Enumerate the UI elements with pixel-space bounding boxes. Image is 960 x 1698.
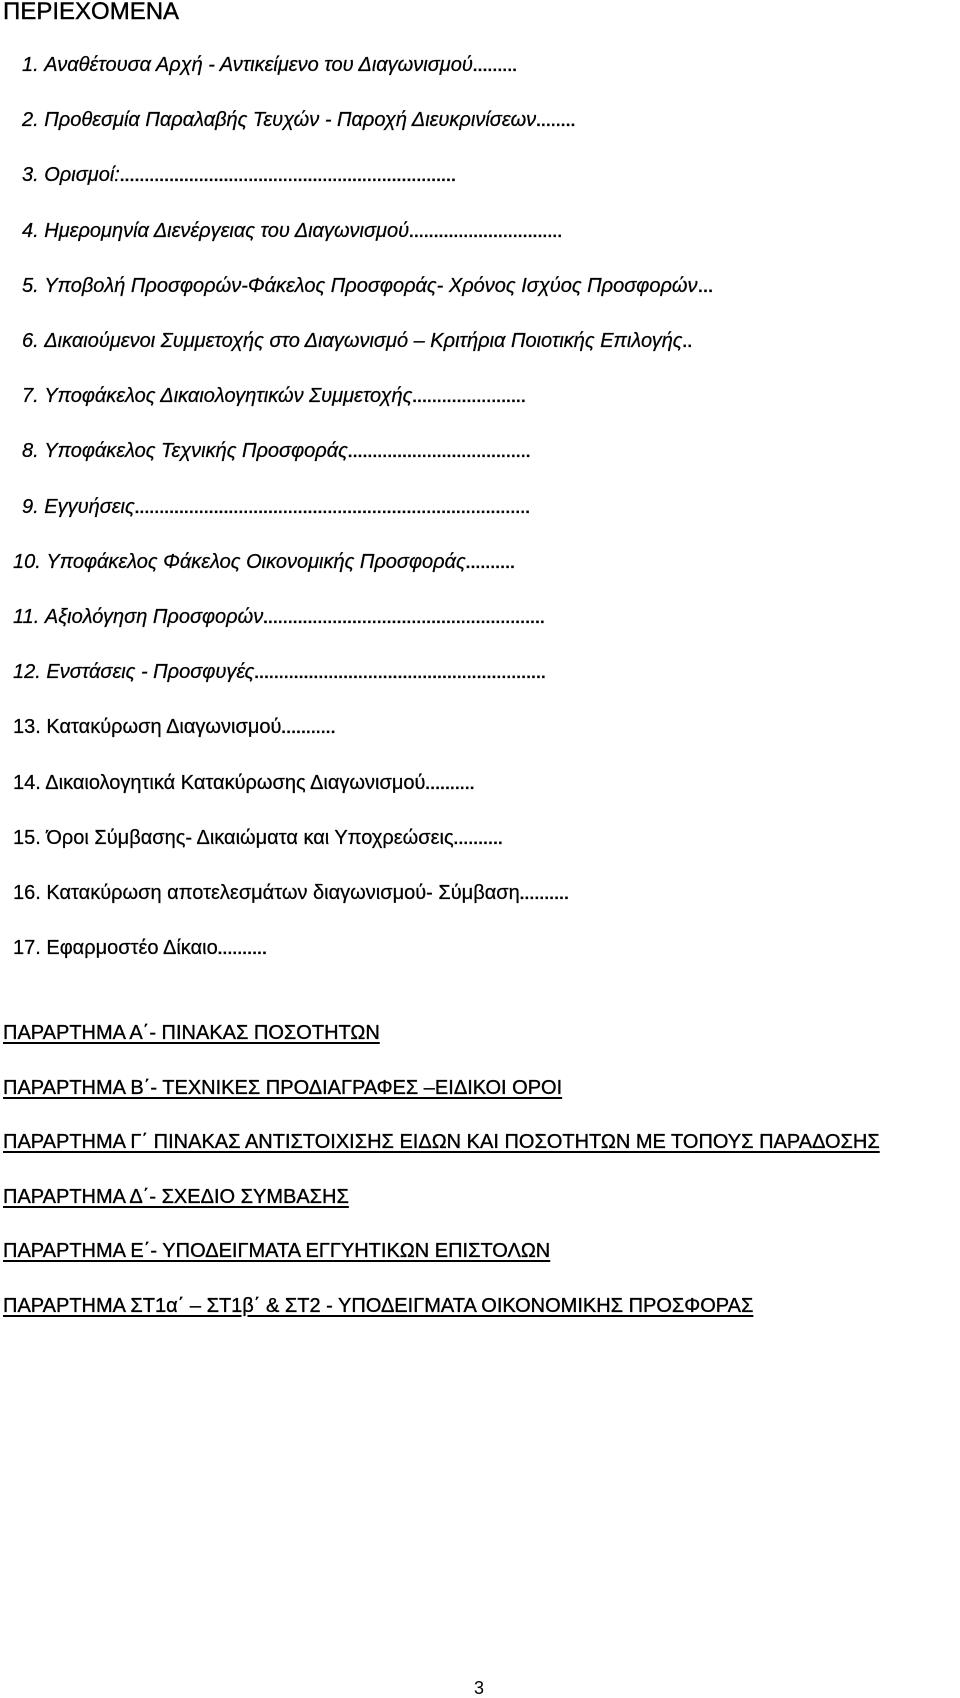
toc-leader-dots: ..................................... [347, 444, 531, 462]
annex-heading[interactable]: ΠΑΡΑΡΤΗΜΑ Δ΄- ΣΧΕΔΙΟ ΣΥΜΒΑΣΗΣ [3, 1185, 349, 1208]
toc-number: 17. [13, 937, 41, 960]
toc-number: 6. [22, 330, 39, 352]
toc-leader-dots: ....................... [412, 389, 527, 407]
toc-number: 8. [22, 440, 39, 463]
toc-number: 12. [13, 661, 41, 684]
toc-label: Αξιολόγηση Προσφορών [44, 606, 264, 628]
toc-item[interactable] [13, 826, 503, 852]
toc-number: 10. [13, 550, 41, 573]
toc-leader-dots: .. [682, 334, 693, 351]
toc-item[interactable] [22, 53, 517, 79]
toc-leader-dots: … [697, 278, 714, 296]
toc-leader-dots: ........ [536, 113, 576, 131]
toc-item[interactable] [13, 881, 569, 907]
toc-label: Ορισμοί: [44, 164, 120, 187]
annex-heading[interactable]: ΠΑΡΑΡΤΗΜΑ Ε΄- ΥΠΟΔΕΙΓΜΑΤΑ ΕΓΓΥΗΤΙΚΩΝ ΕΠΙΣΤΟΛΩΝ [3, 1240, 551, 1263]
page-number: 3 [474, 1678, 485, 1698]
toc-item[interactable] [13, 660, 546, 686]
toc-label: Δικαιούμενοι Συμμετοχής στο Διαγωνισμό – Κριτήρια Ποιοτικής Επιλογής [44, 330, 683, 352]
toc-item[interactable] [22, 384, 526, 410]
toc-leader-dots: .......... [465, 554, 516, 572]
toc-label: Αναθέτουσα Αρχή - Αντικείμενο του Διαγωνισμού [44, 54, 473, 76]
toc-number: 4. [22, 219, 39, 242]
toc-item[interactable] [22, 219, 562, 245]
toc-item[interactable] [13, 550, 515, 576]
annex-heading[interactable]: ΠΑΡΑΡΤΗΜΑ Γ΄ ΠΙΝΑΚΑΣ ΑΝΤΙΣΤΟΙΧΙΣΗΣ ΕΙΔΩΝ ΚΑΙ ΠΟΣΟΤΗΤΩΝ ΜΕ ΤΟΠΟΥΣ ΠΑΡΑΔΟΣΗΣ [3, 1131, 880, 1154]
toc-leader-dots: .................................................................... [119, 168, 457, 186]
toc-item[interactable] [13, 936, 267, 962]
toc-number: 7. [22, 385, 39, 408]
page-title: ΠΕΡΙΕΧΟΜΕΝΑ [3, 0, 180, 25]
toc-leader-dots: ......... [472, 58, 518, 75]
annex-heading[interactable]: ΠΑΡΑΡΤΗΜΑ Α΄- ΠΙΝΑΚΑΣ ΠΟΣΟΤΗΤΩΝ [3, 1022, 380, 1044]
toc-number: 5. [22, 274, 39, 297]
toc-number: 9. [22, 495, 39, 518]
toc-number: 2. [22, 109, 39, 132]
toc-leader-dots: ........................................................... [254, 665, 547, 683]
toc-item[interactable] [22, 329, 692, 355]
toc-number: 15. [13, 826, 41, 849]
toc-item[interactable] [13, 771, 475, 797]
annex-heading[interactable]: ΠΑΡΑΡΤΗΜΑ Β΄- ΤΕΧΝΙΚΕΣ ΠΡΟΔΙΑΓΡΑΦΕΣ –ΕΙΔΙΚΟΙ ΟΡΟΙ [3, 1076, 563, 1099]
toc-label: Ενστάσεις - Προσφυγές [46, 661, 255, 684]
toc-item[interactable] [22, 163, 456, 189]
toc-number: 3. [22, 164, 39, 187]
toc-label: Προθεσμία Παραλαβής Τευχών - Παροχή Διευκρινίσεων [44, 109, 537, 132]
toc-label: Δικαιολογητικά Κατακύρωσης Διαγωνισμού [45, 771, 426, 794]
toc-label: Υποφάκελος Δικαιολογητικών Συμμετοχής [44, 385, 413, 408]
toc-number: 11. [13, 606, 40, 628]
toc-label: Υποβολή Προσφορών-Φάκελος Προσφοράς- Χρόνος Ισχύος Προσφορών [44, 274, 698, 297]
toc-number: 14. [13, 771, 41, 794]
toc-item[interactable] [13, 715, 336, 741]
toc-label: Ημερομηνία Διενέργειας του Διαγωνισμού [44, 219, 410, 242]
toc-label: Κατακύρωση Διαγωνισμού [46, 716, 282, 739]
toc-item[interactable] [22, 439, 531, 465]
toc-number: 13. [13, 716, 41, 739]
toc-label: Υποφάκελος Τεχνικής Προσφοράς [44, 440, 348, 463]
toc-leader-dots: .......... [453, 830, 504, 848]
toc-label: Υποφάκελος Φάκελος Οικονομικής Προσφοράς [46, 550, 466, 573]
toc-label: Όροι Σύμβασης- Δικαιώματα και Υποχρεώσεις [46, 826, 454, 849]
toc-leader-dots: ................................................................................ [134, 499, 531, 517]
toc-leader-dots: .......... [519, 886, 570, 903]
toc-leader-dots: ............................... [409, 223, 563, 241]
toc-leader-dots: .......... [425, 775, 475, 793]
toc-label: Εφαρμοστέο Δίκαιο [46, 937, 218, 960]
toc-leader-dots: ........... [281, 720, 336, 738]
toc-item[interactable] [22, 108, 576, 134]
annex-heading[interactable]: ΠΑΡΑΡΤΗΜΑ ΣΤ1α΄ – ΣΤ1β΄ & ΣΤ2 - ΥΠΟΔΕΙΓΜΑΤΑ ΟΙΚΟΝΟΜΙΚΗΣ ΠΡΟΣΦΟΡΑΣ [3, 1295, 754, 1317]
toc-leader-dots: ......................................................... [263, 610, 546, 627]
toc-leader-dots: .......... [217, 941, 268, 959]
toc-item[interactable] [22, 495, 530, 521]
toc-number: 1. [22, 54, 39, 76]
toc-item[interactable] [22, 274, 714, 300]
toc-label: Εγγυήσεις [44, 495, 135, 518]
toc-number: 16. [13, 882, 41, 904]
toc-label: Κατακύρωση αποτελεσμάτων διαγωνισμού- Σύμβαση [46, 882, 520, 904]
toc-item[interactable] [13, 605, 545, 631]
